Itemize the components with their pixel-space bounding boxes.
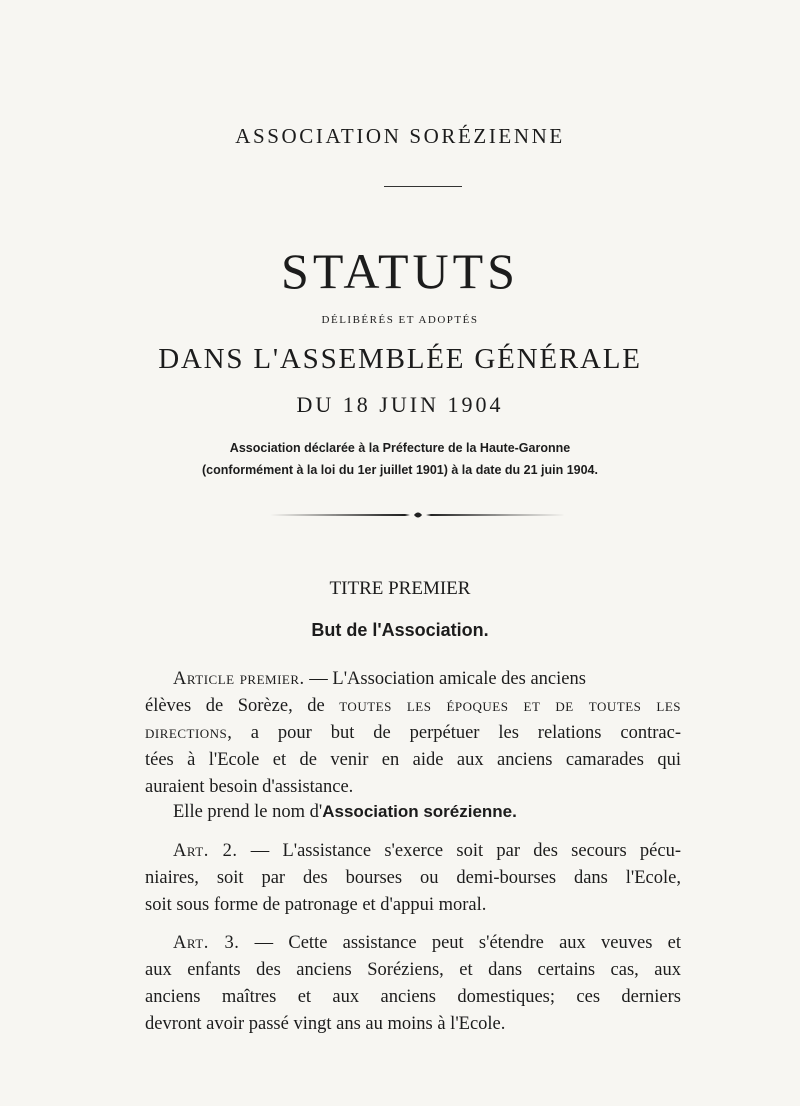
article-1-line-3: directions, a pour but de perpétuer les relations contrac- — [145, 723, 681, 743]
article-2-line-1: Art. 2. — L'assistance s'exerce soit par des secours pécu- — [173, 841, 681, 861]
article-1-line-4: tées à l'Ecole et de venir en aide aux anciens camarades qui — [145, 750, 681, 770]
article-3-line-1: Art. 3. — Cette assistance peut s'étendre aux veuves et — [173, 933, 681, 953]
document-title: STATUTS — [281, 243, 519, 299]
short-rule-divider — [384, 186, 462, 187]
article-1-name-line: Elle prend le nom d'Association sorézienne. — [173, 802, 517, 822]
association-name: Association sorézienne. — [322, 802, 517, 821]
article-1-line-5: auraient besoin d'assistance. — [145, 777, 354, 797]
article-1 — [145, 666, 681, 801]
article-3-line-3: anciens maîtres et aux anciens domestiques; ces derniers — [145, 987, 681, 1007]
article-3 — [145, 930, 681, 1038]
but-heading: But de l'Association. — [311, 620, 489, 640]
assemblee-heading: DANS L'ASSEMBLÉE GÉNÉRALE — [158, 343, 642, 375]
article-1-line-2: élèves de Sorèze, de toutes les époques et de toutes les — [145, 696, 681, 716]
article-2-label: Art. 2. — [173, 841, 238, 861]
article-2-line-2: niaires, soit par des bourses ou demi-bourses dans l'Ecole, — [145, 868, 681, 888]
article-2-line-3: soit sous forme de patronage et d'appui moral. — [145, 895, 487, 915]
article-3-line-2: aux enfants des anciens Soréziens, et dans certains cas, aux — [145, 960, 681, 980]
article-3-line-4: devront avoir passé vingt ans au moins à l'Ecole. — [145, 1014, 506, 1034]
ornament-divider — [270, 508, 566, 522]
article-2 — [145, 838, 681, 919]
association-heading: ASSOCIATION SORÉZIENNE — [235, 124, 565, 148]
titre-heading: TITRE PREMIER — [329, 578, 471, 599]
article-1-label: Article premier. — [173, 669, 305, 689]
article-1-line-1: Article premier. — L'Association amicale des anciens — [173, 669, 586, 689]
article-3-label: Art. 3. — [173, 933, 240, 953]
deliberes-subheading: DÉLIBÉRÉS ET ADOPTÉS — [321, 314, 479, 326]
declaration-line-2: (conformément à la loi du 1er juillet 1901) à la date du 21 juin 1904. — [202, 463, 598, 477]
date-heading: DU 18 JUIN 1904 — [296, 392, 504, 417]
declaration-line-1: Association déclarée à la Préfecture de la Haute-Garonne — [229, 441, 571, 455]
